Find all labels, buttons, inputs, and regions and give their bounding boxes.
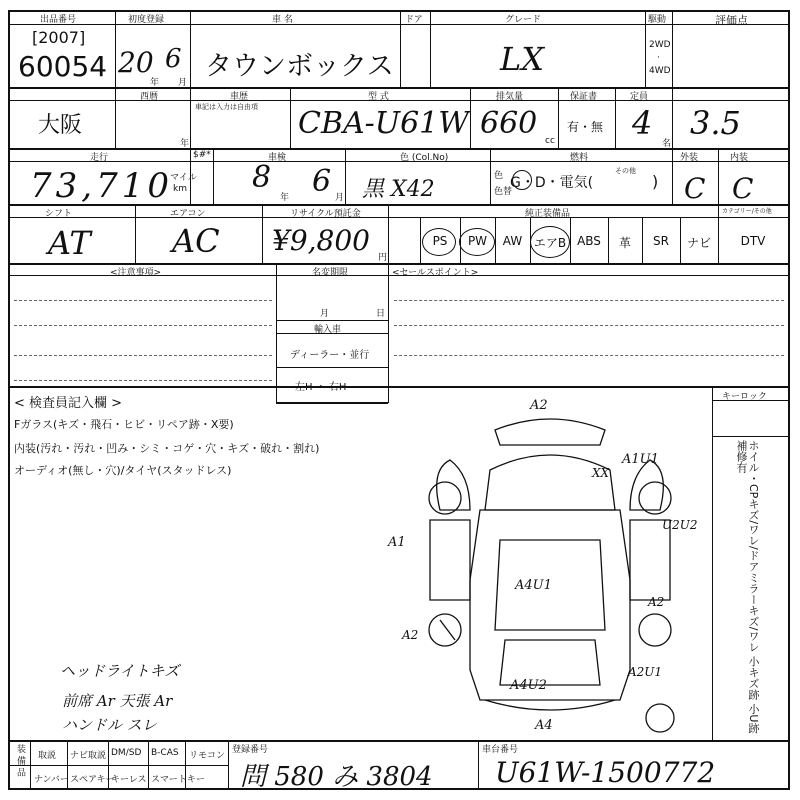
name-change-day: 日 xyxy=(376,309,386,319)
name-change-label: 名変期限 xyxy=(312,268,349,278)
handwritten-note: ハンドル スレ xyxy=(62,716,157,734)
inspector-interior: 内装(汚れ・汚れ・凹み・シミ・コゲ・穴・キズ・破れ・割れ) xyxy=(14,442,320,455)
chassis-value: U61W-1500772 xyxy=(495,756,716,789)
equipment-label: 純正装備品 xyxy=(525,209,571,219)
notes-line xyxy=(14,380,272,381)
location: 大阪 xyxy=(38,113,83,138)
reg-month-suffix: 月 xyxy=(178,78,188,88)
warranty-options: 有・無 xyxy=(567,120,604,134)
mile-unit: マイル xyxy=(170,173,197,183)
car-diagram xyxy=(410,400,710,740)
inspection-month-suffix: 月 xyxy=(335,193,345,203)
equip-leather: 革 xyxy=(618,236,631,250)
side-legend: ホイル・CPキズ/ワレ/ドアミラーキズ/ワレ 小キズ跡 小U跡 補修有 xyxy=(735,440,760,734)
inspection-month: 6 xyxy=(312,164,332,199)
capacity-label: 定員 xyxy=(630,92,649,102)
shift-label: シフト xyxy=(45,209,73,219)
reg-year-suffix: 年 xyxy=(150,78,160,88)
equip-airbag-circle xyxy=(530,226,570,258)
equip-ps-circle xyxy=(422,228,456,256)
handwritten-note: ヘッドライトキズ xyxy=(60,662,180,680)
aircon-value: AC xyxy=(172,222,220,260)
notes-line xyxy=(14,325,272,326)
inspection-label: 車検 xyxy=(268,153,287,163)
model-value: CBA-U61W xyxy=(298,106,470,141)
fuel-close: ) xyxy=(652,172,659,191)
dealer-option: ディーラー・並行 xyxy=(290,350,370,361)
diagram-mark: A2 xyxy=(648,595,665,609)
capacity-value: 4 xyxy=(632,104,653,142)
mileage-value: 73,710 xyxy=(30,166,173,206)
drive-label: 駆動 xyxy=(648,15,667,25)
reg-year: 20 xyxy=(118,46,154,79)
equip-aw: AW xyxy=(502,234,523,248)
km-unit: km xyxy=(173,184,187,194)
equip-sr: SR xyxy=(653,234,669,248)
import-label: 輸入車 xyxy=(314,325,342,335)
equip-navi: ナビ xyxy=(686,236,711,250)
equip-pw-circle xyxy=(459,228,495,256)
fuel-label: 燃料 xyxy=(570,153,589,163)
equipment-small-label: カテゴリー/その他 xyxy=(722,208,772,215)
reg-number-label: 登録番号 xyxy=(232,745,269,755)
footer-item: B-CAS xyxy=(151,748,179,758)
footer-item: リモコン xyxy=(189,751,226,761)
inspection-year-suffix: 年 xyxy=(280,193,290,203)
sales-line xyxy=(394,355,784,356)
recycle-label: リサイクル預託金 xyxy=(290,209,361,219)
diagram-mark: A2U1 xyxy=(628,665,663,679)
equip-ps: PS xyxy=(432,234,448,248)
rating-value: 3.5 xyxy=(690,104,741,142)
interior-value: C xyxy=(732,172,754,205)
diagram-mark: A4U1 xyxy=(515,578,552,593)
drive-4wd: 4WD xyxy=(649,66,671,76)
footer-item: ナンバー xyxy=(34,775,69,785)
diagram-mark: A1U1 xyxy=(622,452,659,467)
mileage-label: 走行 xyxy=(90,153,109,163)
exterior-label: 外装 xyxy=(680,153,699,163)
sales-line xyxy=(394,325,784,326)
shift-value: AT xyxy=(48,224,91,262)
plate-value: 問 580 み 3804 xyxy=(240,762,433,792)
first-reg-label: 初度登録 xyxy=(128,15,165,25)
history-note: 車記は入力は自由項 xyxy=(195,103,258,111)
footer-left: 装 備 品 xyxy=(15,744,25,777)
recycle-value: ¥9,800 xyxy=(272,224,370,257)
footer-item: 取説 xyxy=(38,751,57,761)
diagram-mark: XX xyxy=(592,466,610,480)
diagram-mark: A2 xyxy=(530,398,548,413)
mileage-flag: $#* xyxy=(193,150,211,160)
rating-label: 評価点 xyxy=(715,14,748,27)
equip-airbag: エアB xyxy=(533,236,567,250)
chassis-label: 車台番号 xyxy=(482,745,519,755)
lot-number: 60054 xyxy=(18,50,108,83)
color-mark: 色 xyxy=(494,171,504,181)
footer-item: スマートキー xyxy=(151,775,205,785)
color-value: 黒 X42 xyxy=(362,177,435,202)
drive-dot: · xyxy=(657,53,660,63)
exterior-value: C xyxy=(684,172,706,205)
grade-label: グレード xyxy=(505,15,542,25)
equip-abs: ABS xyxy=(577,234,601,248)
car-name-label: 車 名 xyxy=(272,15,293,25)
diagram-mark: A4 xyxy=(535,718,553,733)
region-year-suffix: 年 xyxy=(180,139,190,149)
sales-point-label: <セールスポイント> xyxy=(392,268,479,278)
footer-item: ナビ取説 xyxy=(70,751,107,761)
inspector-fglass: Fガラス(キズ・飛石・ヒビ・リペア跡・X要) xyxy=(14,418,234,431)
aircon-label: エアコン xyxy=(170,209,206,219)
fuel-g-circle xyxy=(512,170,532,190)
grade-value: LX xyxy=(500,40,545,78)
footer-item: キーレス xyxy=(111,775,147,785)
year-code: [2007] xyxy=(32,28,86,47)
history-label: 車歴 xyxy=(230,92,249,102)
cc-unit: cc xyxy=(545,136,555,146)
notes-line xyxy=(14,355,272,356)
fuel-other: その他 xyxy=(615,167,636,175)
notes-label: <注意事項> xyxy=(110,268,162,278)
equip-dtv: DTV xyxy=(740,234,766,248)
person-unit: 名 xyxy=(662,139,672,149)
displacement-value: 660 xyxy=(480,106,538,141)
footer-item: DM/SD xyxy=(111,748,142,758)
name-change-month: 月 xyxy=(320,309,330,319)
inspection-year: 8 xyxy=(252,160,272,195)
notes-line xyxy=(14,300,272,301)
reg-month: 6 xyxy=(165,44,182,74)
steering-option: 左H ・ 右H xyxy=(295,382,347,393)
fuel-options: G・D・電気( xyxy=(510,175,594,191)
keylock-label: キーロック xyxy=(722,392,767,402)
color-label: 色 (Col.No) xyxy=(400,153,449,163)
interior-label: 内装 xyxy=(730,153,749,163)
region-label: 西暦 xyxy=(140,92,159,102)
inspector-label: < 検査員記入欄 > xyxy=(14,396,123,411)
model-label: 型 式 xyxy=(368,92,389,102)
lot-no-label: 出品番号 xyxy=(40,15,77,25)
door-label: ドア xyxy=(405,15,423,25)
footer-item: スペアキー xyxy=(70,775,115,785)
diagram-mark: A2 xyxy=(402,628,419,642)
diagram-mark: A1 xyxy=(388,535,406,550)
equip-pw: PW xyxy=(467,234,488,248)
car-name-value: タウンボックス xyxy=(205,51,394,82)
displacement-label: 排気量 xyxy=(496,92,524,102)
yen-unit: 円 xyxy=(378,253,388,263)
handwritten-note: 前席 Ar 天張 Ar xyxy=(62,692,173,710)
color-change: 色替 xyxy=(494,187,513,197)
diagram-mark: U2U2 xyxy=(662,518,698,532)
warranty-label: 保証書 xyxy=(570,92,598,102)
sales-line xyxy=(394,300,784,301)
inspector-audio: オーディオ(無し・穴)/タイヤ(スタッドレス) xyxy=(14,464,232,477)
drive-2wd: 2WD xyxy=(649,40,671,50)
diagram-mark: A4U2 xyxy=(510,678,547,693)
